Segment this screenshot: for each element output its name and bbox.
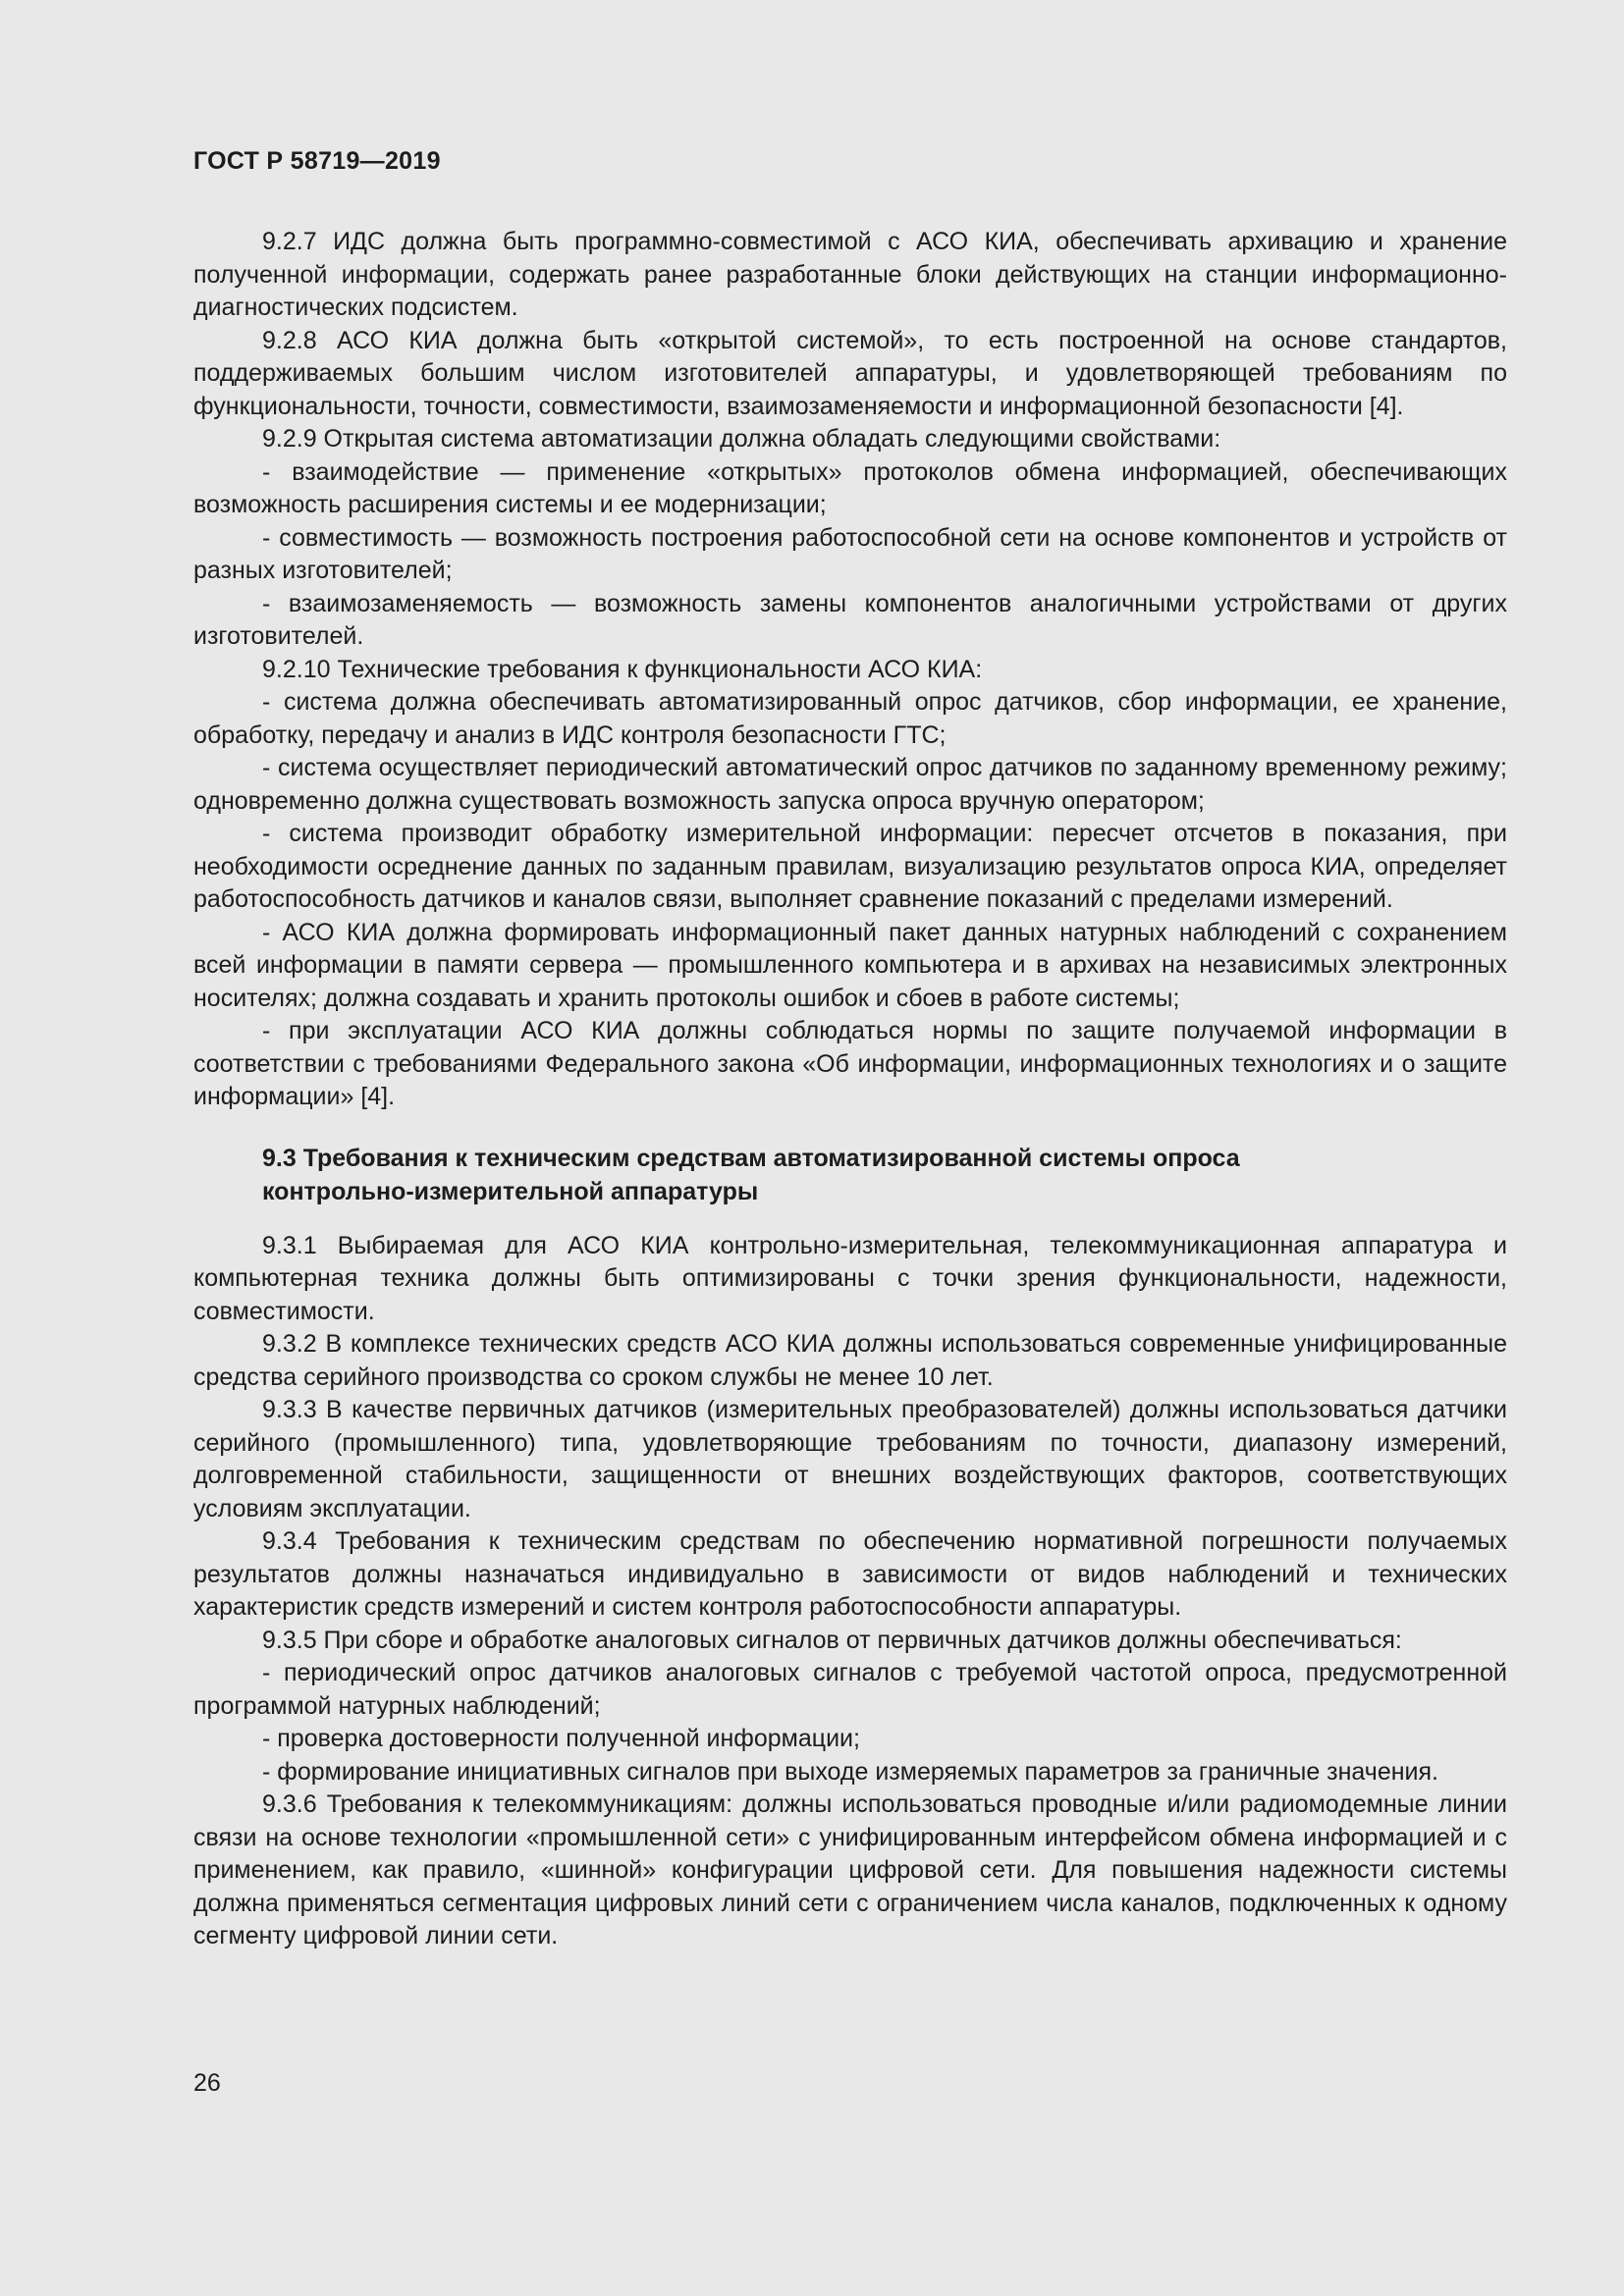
- paragraph-9-2-9: 9.2.9 Открытая система автоматизации должна обладать следующими свойствами:: [262, 425, 1221, 453]
- paragraph-9-3-4: 9.3.4 Требования к техническим средствам по обеспечению нормативной погрешности получаемых результатов должны назначаться индивидуально в зависимости от видов наблюдений и технических характеристик средств измерений и систем контроля работоспособности аппаратуры.: [193, 1527, 1507, 1621]
- list-item: - система производит обработку измерительной информации: пересчет отсчетов в показания, при необходимости осреднение данных по заданным правилам, визуализацию результатов опроса КИА, определяет работоспособность датчиков и каналов связи, выполняет сравнение показаний с пределами измерений.: [193, 820, 1507, 913]
- list-item: - при эксплуатации АСО КИА должны соблюдаться нормы по защите получаемой информации в соответствии с требованиями Федерального закона «Об информации, информационных технологиях и о защите информации» [4].: [193, 1017, 1507, 1110]
- list-item: - формирование инициативных сигналов при выходе измеряемых параметров за граничные значения.: [262, 1757, 1438, 1786]
- section-title-line: контрольно-измерительной аппаратуры: [262, 1177, 759, 1205]
- paragraph-9-2-7: 9.2.7 ИДС должна быть программно-совместимой с АСО КИА, обеспечивать архивацию и хранение полученной информации, содержать ранее разработанные блоки действующих на станции информационно-диагностических подсистем.: [193, 228, 1507, 321]
- paragraph-9-2-8: 9.2.8 АСО КИА должна быть «открытой системой», то есть построенной на основе стандартов, поддерживаемых большим числом изготовителей аппаратуры, и удовлетворяющей требованиям по функциональности, точности, совместимости, взаимозаменяемости и информационной безопасности [4].: [193, 326, 1507, 420]
- list-item: - система должна обеспечивать автоматизированный опрос датчиков, сбор информации, ее хранение, обработку, передачу и анализ в ИДС контроля безопасности ГТС;: [193, 688, 1507, 749]
- list-item: - проверка достоверности полученной информации;: [262, 1725, 860, 1752]
- document-body: [193, 226, 1507, 1953]
- section-title-line: 9.3 Требования к техническим средствам автоматизированной системы опроса: [262, 1144, 1240, 1172]
- page-number: 26: [193, 2069, 221, 2097]
- section-title-9-3: [193, 1142, 1507, 1208]
- list-item: - система осуществляет периодический автоматический опрос датчиков по заданному временному режиму; одновременно должна существовать возможность запуска опроса вручную оператором;: [193, 754, 1507, 815]
- paragraph-9-3-5: 9.3.5 При сборе и обработке аналоговых сигналов от первичных датчиков должны обеспечиваться:: [262, 1626, 1402, 1654]
- list-item: - периодический опрос датчиков аналоговых сигналов с требуемой частотой опроса, предусмотренной программой натурных наблюдений;: [193, 1659, 1507, 1720]
- list-item: - взаимозаменяемость — возможность замены компонентов аналогичными устройствами от других изготовителей.: [193, 589, 1507, 650]
- paragraph-9-2-10: 9.2.10 Технические требования к функциональности АСО КИА:: [262, 655, 983, 683]
- paragraph-9-3-1: 9.3.1 Выбираемая для АСО КИА контрольно-измерительная, телекоммуникационная аппаратура и компьютерная техника должны быть оптимизированы с точки зрения функциональности, надежности, совместимости.: [193, 1231, 1507, 1325]
- list-item: - взаимодействие — применение «открытых» протоколов обмена информацией, обеспечивающих возможность расширения системы и ее модернизации;: [193, 457, 1507, 518]
- list-item: - АСО КИА должна формировать информационный пакет данных натурных наблюдений с сохранением всей информации в памяти сервера — промышленного компьютера и в архивах на независимых электронных носителях; должна создавать и хранить протоколы ошибок и сбоев в работе системы;: [193, 918, 1507, 1012]
- list-item: - совместимость — возможность построения работоспособной сети на основе компонентов и устройств от разных изготовителей;: [193, 523, 1507, 584]
- paragraph-9-3-6: 9.3.6 Требования к телекоммуникациям: должны использоваться проводные и/или радиомодемные линии связи на основе технологии «промышленной сети» с унифицированным интерфейсом обмена информацией и с применением, как правило, «шинной» конфигурации цифровой сети. Для повышения надежности системы должна применяться сегментация цифровых линий сети с ограничением числа каналов, подключенных к одному сегменту цифровой линии сети.: [193, 1790, 1507, 1949]
- paragraph-9-3-2: 9.3.2 В комплексе технических средств АСО КИА должны использоваться современные унифицированные средства серийного производства со сроком службы не менее 10 лет.: [193, 1330, 1507, 1391]
- paragraph-9-3-3: 9.3.3 В качестве первичных датчиков (измерительных преобразователей) должны использоваться датчики серийного (промышленного) типа, удовлетворяющие требованиям по точности, диапазону измерений, долговременной стабильности, защищенности от внешних воздействующих факторов, соответствующих условиям эксплуатации.: [193, 1396, 1507, 1522]
- document-header: ГОСТ Р 58719—2019: [193, 147, 441, 175]
